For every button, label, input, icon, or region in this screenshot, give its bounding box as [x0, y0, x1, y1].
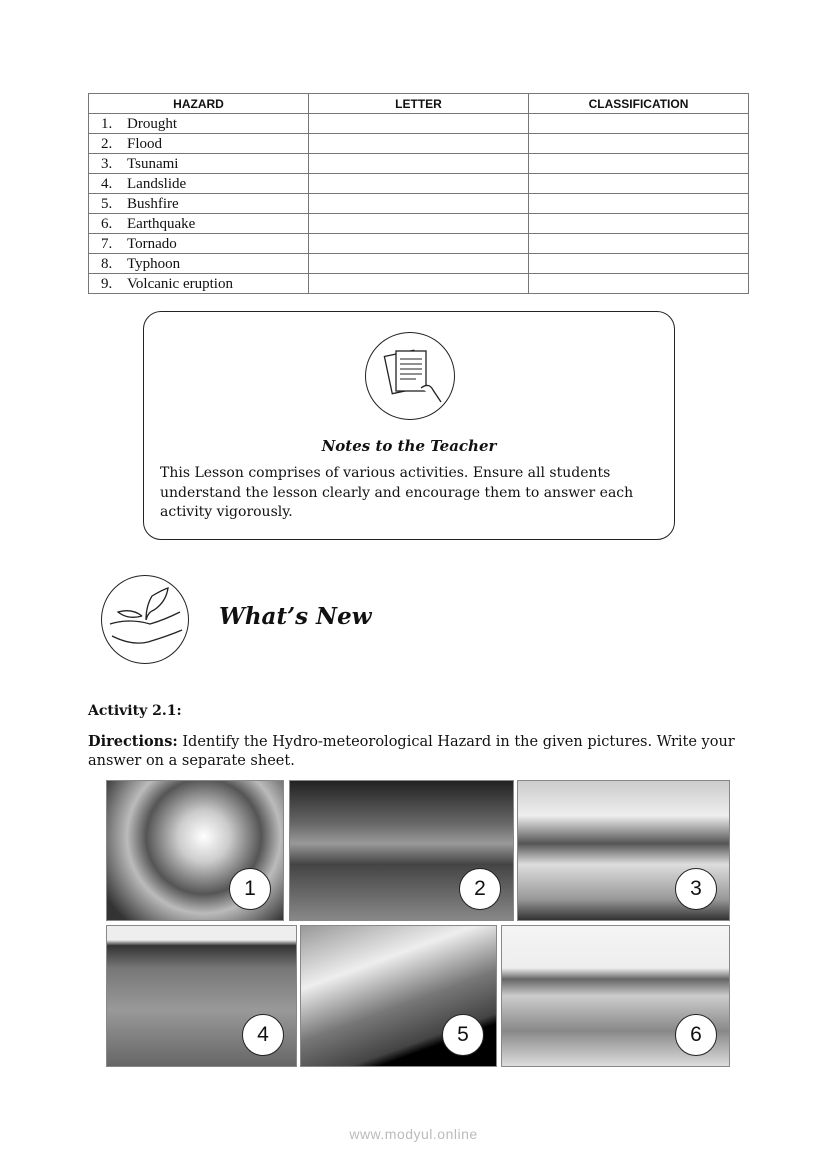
- header-classification: CLASSIFICATION: [529, 94, 749, 114]
- table-row: [89, 234, 749, 254]
- picture-number: 2: [459, 868, 501, 910]
- hazard-name: Tornado: [127, 235, 177, 252]
- table-row: [89, 254, 749, 274]
- table-row: [89, 194, 749, 214]
- hazard-table: [88, 93, 749, 294]
- picture-number: 1: [229, 868, 271, 910]
- letter-cell[interactable]: [309, 134, 529, 154]
- picture-number: 6: [675, 1014, 717, 1056]
- classification-cell[interactable]: [529, 174, 749, 194]
- table-row: [89, 274, 749, 294]
- classification-cell[interactable]: [529, 154, 749, 174]
- picture-number: 4: [242, 1014, 284, 1056]
- table-row: [89, 214, 749, 234]
- hazard-name: Typhoon: [127, 255, 181, 272]
- directions-label: Directions:: [88, 733, 178, 750]
- table-row: [89, 134, 749, 154]
- classification-cell[interactable]: [529, 134, 749, 154]
- picture-storm-surge: [517, 780, 730, 921]
- picture-flooded-houses: [501, 925, 730, 1067]
- classification-cell[interactable]: [529, 194, 749, 214]
- hazard-name: Landslide: [127, 175, 187, 192]
- hand-plant-icon: [101, 575, 189, 664]
- picture-flood: [289, 780, 514, 921]
- hazard-cell: [89, 154, 309, 174]
- row-number: 9.: [101, 275, 113, 292]
- row-number: 2.: [101, 135, 113, 152]
- row-number: 6.: [101, 215, 113, 232]
- letter-cell[interactable]: [309, 254, 529, 274]
- classification-cell[interactable]: [529, 214, 749, 234]
- row-number: 7.: [101, 235, 113, 252]
- section-title: What’s New: [219, 603, 372, 630]
- picture-drought: [106, 925, 297, 1067]
- letter-cell[interactable]: [309, 114, 529, 134]
- picture-typhoon: [106, 780, 284, 921]
- hazard-name: Tsunami: [127, 155, 179, 172]
- notes-to-teacher-box: [143, 311, 675, 540]
- classification-cell[interactable]: [529, 274, 749, 294]
- footer-watermark: www.modyul.online: [349, 1126, 478, 1142]
- table-row: [89, 174, 749, 194]
- papers-icon: [365, 332, 455, 420]
- hazard-cell: [89, 274, 309, 294]
- hazard-cell: [89, 114, 309, 134]
- header-hazard: HAZARD: [89, 94, 309, 114]
- hazard-cell: [89, 254, 309, 274]
- hazard-name: Drought: [127, 115, 177, 132]
- hazard-cell: [89, 194, 309, 214]
- header-letter: LETTER: [309, 94, 529, 114]
- table-row: [89, 114, 749, 134]
- hazard-cell: [89, 234, 309, 254]
- hazard-cell: [89, 134, 309, 154]
- picture-number: 5: [442, 1014, 484, 1056]
- row-number: 3.: [101, 155, 113, 172]
- directions: [88, 732, 748, 771]
- activity-label: Activity 2.1:: [88, 703, 182, 719]
- table-row: [89, 154, 749, 174]
- row-number: 8.: [101, 255, 113, 272]
- row-number: 5.: [101, 195, 113, 212]
- hazard-name: Bushfire: [127, 195, 179, 212]
- picture-number: 3: [675, 868, 717, 910]
- letter-cell[interactable]: [309, 174, 529, 194]
- hazard-cell: [89, 174, 309, 194]
- classification-cell[interactable]: [529, 254, 749, 274]
- letter-cell[interactable]: [309, 194, 529, 214]
- notes-title: Notes to the Teacher: [321, 437, 497, 455]
- classification-cell[interactable]: [529, 114, 749, 134]
- letter-cell[interactable]: [309, 274, 529, 294]
- classification-cell[interactable]: [529, 234, 749, 254]
- row-number: 4.: [101, 175, 113, 192]
- letter-cell[interactable]: [309, 234, 529, 254]
- hazard-cell: [89, 214, 309, 234]
- directions-text: Identify the Hydro-meteorological Hazard in the given pictures. Write your answer on a separate sheet.: [88, 734, 735, 769]
- hazard-name: Earthquake: [127, 215, 196, 232]
- notes-body: This Lesson comprises of various activities. Ensure all students understand the lesson clearly and encourage them to answer each activity vigorously.: [160, 465, 634, 520]
- row-number: 1.: [101, 115, 113, 132]
- picture-storm-clouds: [300, 925, 497, 1067]
- letter-cell[interactable]: [309, 214, 529, 234]
- hazard-name: Flood: [127, 135, 163, 152]
- hazard-name: Volcanic eruption: [127, 275, 233, 292]
- letter-cell[interactable]: [309, 154, 529, 174]
